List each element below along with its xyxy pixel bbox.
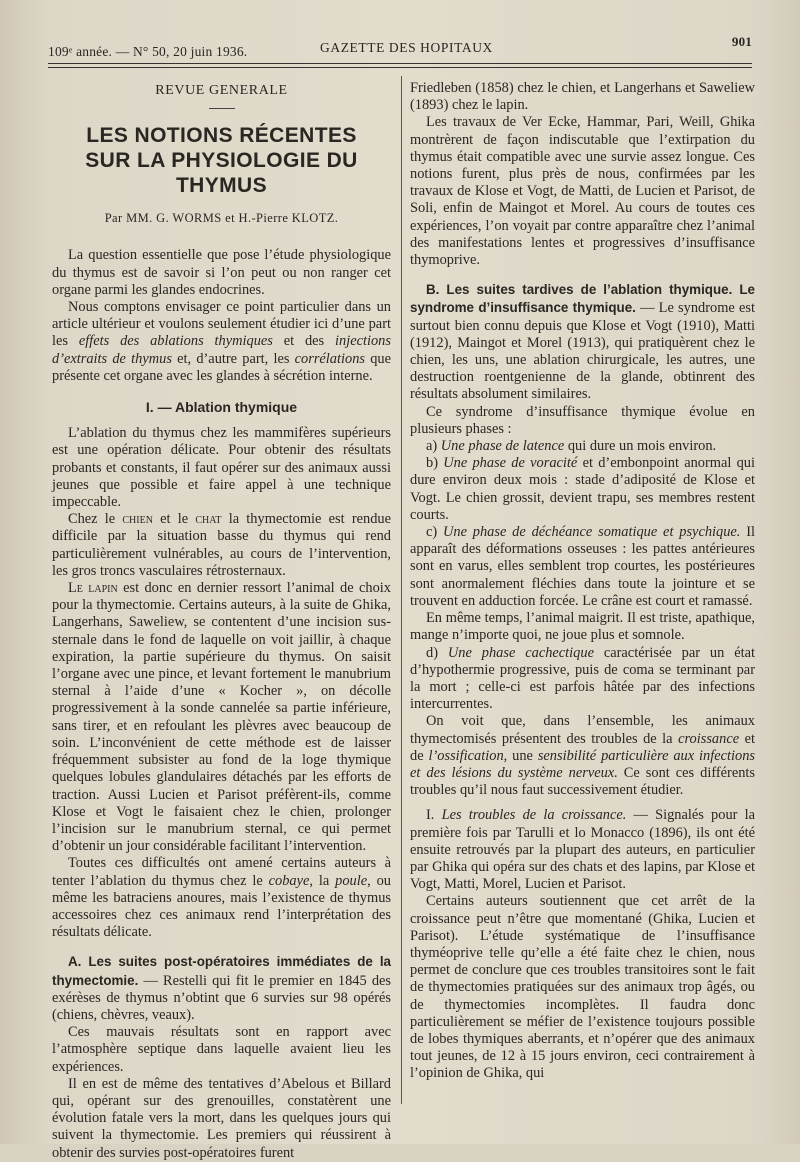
list-item: d) Une phase cachectique caractérisée par un état d’hypothermie progressive, puis de coma se terminant par la mort ; celle-ci est parfois hâtée par des infections intercurrentes.	[410, 644, 755, 713]
paragraph: Toutes ces difficultés ont amené certains auteurs à tenter l’ablation du thymus chez le cobaye, la poule, ou même les batraciens anoures, mais l’existence de thymus accessoires chez ces animaux rend l’interprétation des résultats délicate.	[52, 855, 391, 941]
paragraph: La question essentielle que pose l’étude physiologique du thymus est de savoir si l’on peut ou non ranger cet organe parmi les glandes endocrines.	[52, 247, 391, 298]
header-rule-thin	[48, 67, 752, 68]
paragraph: Ce syndrome d’insuffisance thymique évolue en plusieurs phases :	[410, 403, 755, 437]
subsection-paragraph: B. Les suites tardives de l’ablation thymique. Le syndrome d’insuffisance thymique. — Le syndrome est surtout bien connu depuis que Klose et Vogt (1910), Matti (1912), Maingot et Morel (1913), qui pratiquèrent chez le chien, les uns, une ablation chirurgicale, les autres, une destruction roentgenienne de la glande, obtinrent des résultats absolument similaires.	[410, 282, 755, 403]
rubric-rule	[209, 108, 235, 109]
paragraph: Le lapin est donc en dernier ressort l’animal de choix pour la thymectomie. Certains auteurs, à la suite de Ghika, Langerhans, Saweliew, se contentent d’une incision sus-sternale dans le fond de laquelle on voit jaillir, à chaque expiration, la partie supérieure du thymus. On saisit l’organe avec une pince, et levant fortement le manubrium sternal à l’aide d’une « Kocher », on décolle progressivement à la sonde cannelée sa partie inférieure, sans tirer, et en refoulant les plèvres avec beaucoup de soin. L’inconvénient de cette méthode est de laisser fréquemment subsister au fond de la loge thymique quelques lobules glandulaires détachés par les efforts de traction. Aussi Lucien et Parisot préfèrent-ils, comme Klose et Vogt le faisaient chez le chien, prolonger l’incision sur le manubrium sternal, ce qui permet d’obtenir un jour considérable facilitant l’intervention.	[52, 580, 391, 855]
paragraph: Nous comptons envisager ce point particulier dans un article ultérieur et voulons seulement étudier ici d’une part les effets des ablations thymiques et des injections d’extraits de thymus et, d’autre part, les corrélations que présente cet organe avec les glandes à sécrétion interne.	[52, 299, 391, 384]
spacer	[410, 799, 755, 807]
paragraph: En même temps, l’animal maigrit. Il est triste, apathique, mange n’importe quoi, ne joue plus et somnole.	[410, 610, 755, 644]
article-title	[52, 123, 391, 198]
article-authors: Par MM. G. WORMS et H.-Pierre KLOTZ.	[104, 211, 339, 226]
column-divider	[401, 76, 402, 1104]
issue-info: 109ᵉ année. — N° 50, 20 juin 1936.	[48, 44, 248, 59]
title-line-2: SUR LA PHYSIOLOGIE DU THYMUS	[85, 149, 358, 198]
page-number: 901	[731, 34, 752, 49]
list-item: a) Une phase de latence qui dure un mois environ.	[426, 438, 717, 455]
spacer	[410, 269, 755, 281]
paragraph: Chez le chien et le chat la thymectomie est rendue difficile par la situation basse du thymus qui rend particulièrement vulnérables, au cours de l’intervention, les gros troncs vasculaires rétrosternaux.	[52, 511, 392, 579]
right-column	[410, 80, 755, 1083]
title-line-1: LES NOTIONS RÉCENTES	[86, 124, 357, 148]
header-rule	[48, 63, 752, 64]
paragraph: I. Les troubles de la croissance. — Signalés pour la première fois par Tarulli et lo Monacco (1896), ils ont été ensuite retrouvés par la plupart des auteurs, en particulier par Ghika qui opéra sur des chats et des lapins, par Klose et Vogt, Matti, Morel, Lucien et Parisot.	[410, 807, 756, 893]
paragraph: Il en est de même des tentatives d’Abelous et Billard qui, opérant sur des grenouilles, constatèrent une évolution fatale vers la mort, dans les quelques jours qui suivent la thymectomie. Les premiers qui réussirent à obtenir des survies post-opératoires furent	[52, 1075, 391, 1161]
list-item: c) Une phase de déchéance somatique et psychique. Il apparaît des déformations osseuses : les pattes antérieures sont en varus, elles semblent trop courtes, les postérieures sont anormalement fléchies dans toute la jointure et se trouvent en adduction forcée. Le crâne est court et ramassé.	[410, 524, 756, 609]
paragraph: Friedleben (1858) chez le chien, et Langerhans et Saweliew (1893) chez le lapin.	[410, 80, 755, 114]
journal-name: GAZETTE DES HOPITAUX	[320, 40, 493, 55]
running-header	[48, 34, 752, 64]
paragraph: On voit que, dans l’ensemble, les animaux thymectomisés présentent des troubles de la croissance et de l’ossification, une sensibilité particulière aux infections et des lésions du système nerveux. Ce sont ces différents troubles qu’il nous faut successivement étudier.	[410, 713, 755, 799]
paragraph: Ces mauvais résultats sont en rapport avec l’atmosphère septique dans laquelle avaient lieu les expériences.	[52, 1024, 391, 1075]
paragraph: Les travaux de Ver Ecke, Hammar, Pari, Weill, Ghika montrèrent de façon indiscutable que l’extirpation du thymus était compatible avec une survie assez longue. Ces notions furent, plus près de nous, confirmées par les travaux de Klose et Vogt, de Matti, de Lucien et Parisot, de Soli, enfin de Maingot et Morel. Au cours de toutes ces expériences, l’on voyait par contre apparaître chez l’animal des manifestations lentes et progressives d’insuffisance thymoprive.	[410, 114, 755, 269]
subsection-paragraph: A. Les suites post-opératoires immédiates de la thymectomie. — Restelli qui fit le premier en 1845 des exérèses de thymus n’obtint que 6 survies sur 98 opérés (chiens, chèvres, veaux).	[52, 954, 391, 1023]
paragraph: L’ablation du thymus chez les mammifères supérieurs est une opération délicate. Pour obtenir des résultats probants et constants, il faut opérer sur des animaux aussi jeunes que possible et faire appel à une technique impeccable.	[52, 425, 391, 511]
section-heading: I. — Ablation thymique	[145, 399, 298, 416]
spacer	[52, 941, 391, 953]
list-item: b) Une phase de voracité et d’embonpoint anormal qui dure environ deux mois : stade d’adiposité de Klose et Vogt. Le chien grossit, devient trapu, ses membres restent courts.	[410, 455, 755, 523]
paragraph: Certains auteurs soutiennent que cet arrêt de la croissance peut n’être que momentané (Ghika, Lucien et Parisot). L’étude systématique de l’insuffisance thyméoprive telle qu’elle a été faite chez le chien, nous permet de conclure que ces troubles transitoires sont le fait de thymectomies pratiquées sur des animaux trop âgés, ou de thymectomies incomplètes. Il faudra donc particulièrement se méfier de l’existence toujours possible de lobes thymiques aberrants, et n’opérer que des animaux tout jeunes, de 12 à 15 jours environ, ceci contrairement à l’opinion de Ghika, qui	[410, 893, 755, 1082]
left-column	[52, 80, 391, 1162]
rubric: REVUE GENERALE	[155, 83, 288, 98]
